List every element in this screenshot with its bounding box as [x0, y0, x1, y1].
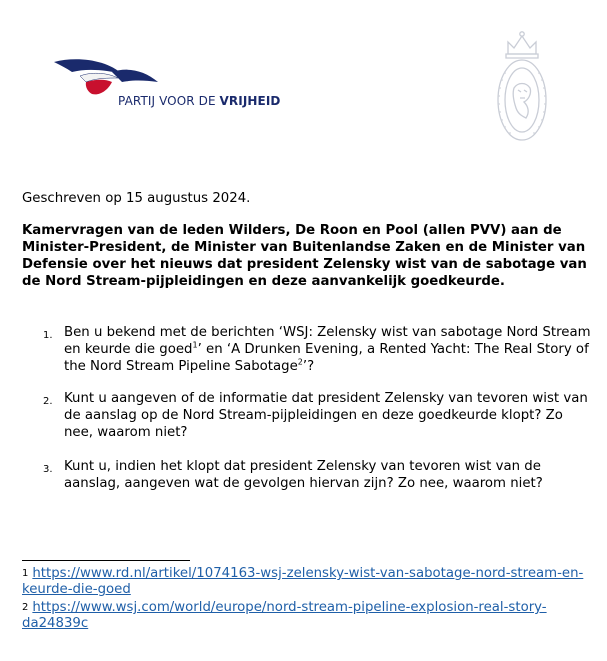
question-number: 2.	[43, 396, 53, 407]
party-name: PARTIJ VOOR DE VRIJHEID	[118, 94, 281, 108]
footnote-number: 1	[22, 568, 29, 579]
question-text: Ben u bekend met de berichten ‘WSJ: Zelensky wist van sabotage Nord Stream en keurde die goed$^1$’ en ‘A Drunken Evening, a Rented Yacht: The Real Story of the Nord Stream Pipeline Sabotage$^2$’?	[64, 325, 591, 374]
question-item	[22, 458, 592, 492]
footnote-number: 2	[22, 602, 29, 613]
footnote-ref[interactable]: 1	[192, 340, 198, 350]
footnote	[22, 600, 592, 632]
crown-seal-icon	[494, 28, 550, 146]
parliament-seal	[494, 28, 550, 146]
date-line: Geschreven op 15 augustus 2024.	[22, 191, 251, 206]
document-title: Kamervragen van de leden Wilders, De Roon en Pool (allen PVV) aan de Minister-President, de Minister van Buitenlandse Zaken en de Minister van Defensie over het nieuws dat president Zelensky wist van de sabotage van de Nord Stream-pijpleidingen en deze aanvankelijk goedkeurde.	[22, 223, 587, 289]
footnote-link[interactable]: https://www.wsj.com/world/europe/nord-stream-pipeline-explosion-real-story-da24839c	[22, 600, 547, 631]
question-text: Kunt u aangeven of de informatie dat president Zelensky van tevoren wist van de aanslag op de Nord Stream-pijpleidingen en deze goedkeurde klopt? Zo nee, waarom niet?	[64, 391, 588, 440]
question-number: 3.	[43, 464, 53, 475]
party-logo	[52, 52, 292, 122]
question-text: Kunt u, indien het klopt dat president Zelensky van tevoren wist van de aanslag, aangeven wat de gevolgen hiervan zijn? Zo nee, waarom niet?	[64, 459, 543, 491]
footnotes	[22, 566, 592, 632]
question-number: 1.	[43, 330, 53, 341]
footnote-divider	[22, 560, 190, 561]
footnote	[22, 566, 592, 598]
question-list	[22, 324, 592, 492]
footnote-ref[interactable]: 2	[297, 357, 303, 367]
footnote-link[interactable]: https://www.rd.nl/artikel/1074163-wsj-zelensky-wist-van-sabotage-nord-stream-en-keurde-die-goed	[22, 566, 584, 597]
question-item	[22, 390, 592, 458]
question-item	[22, 324, 592, 390]
